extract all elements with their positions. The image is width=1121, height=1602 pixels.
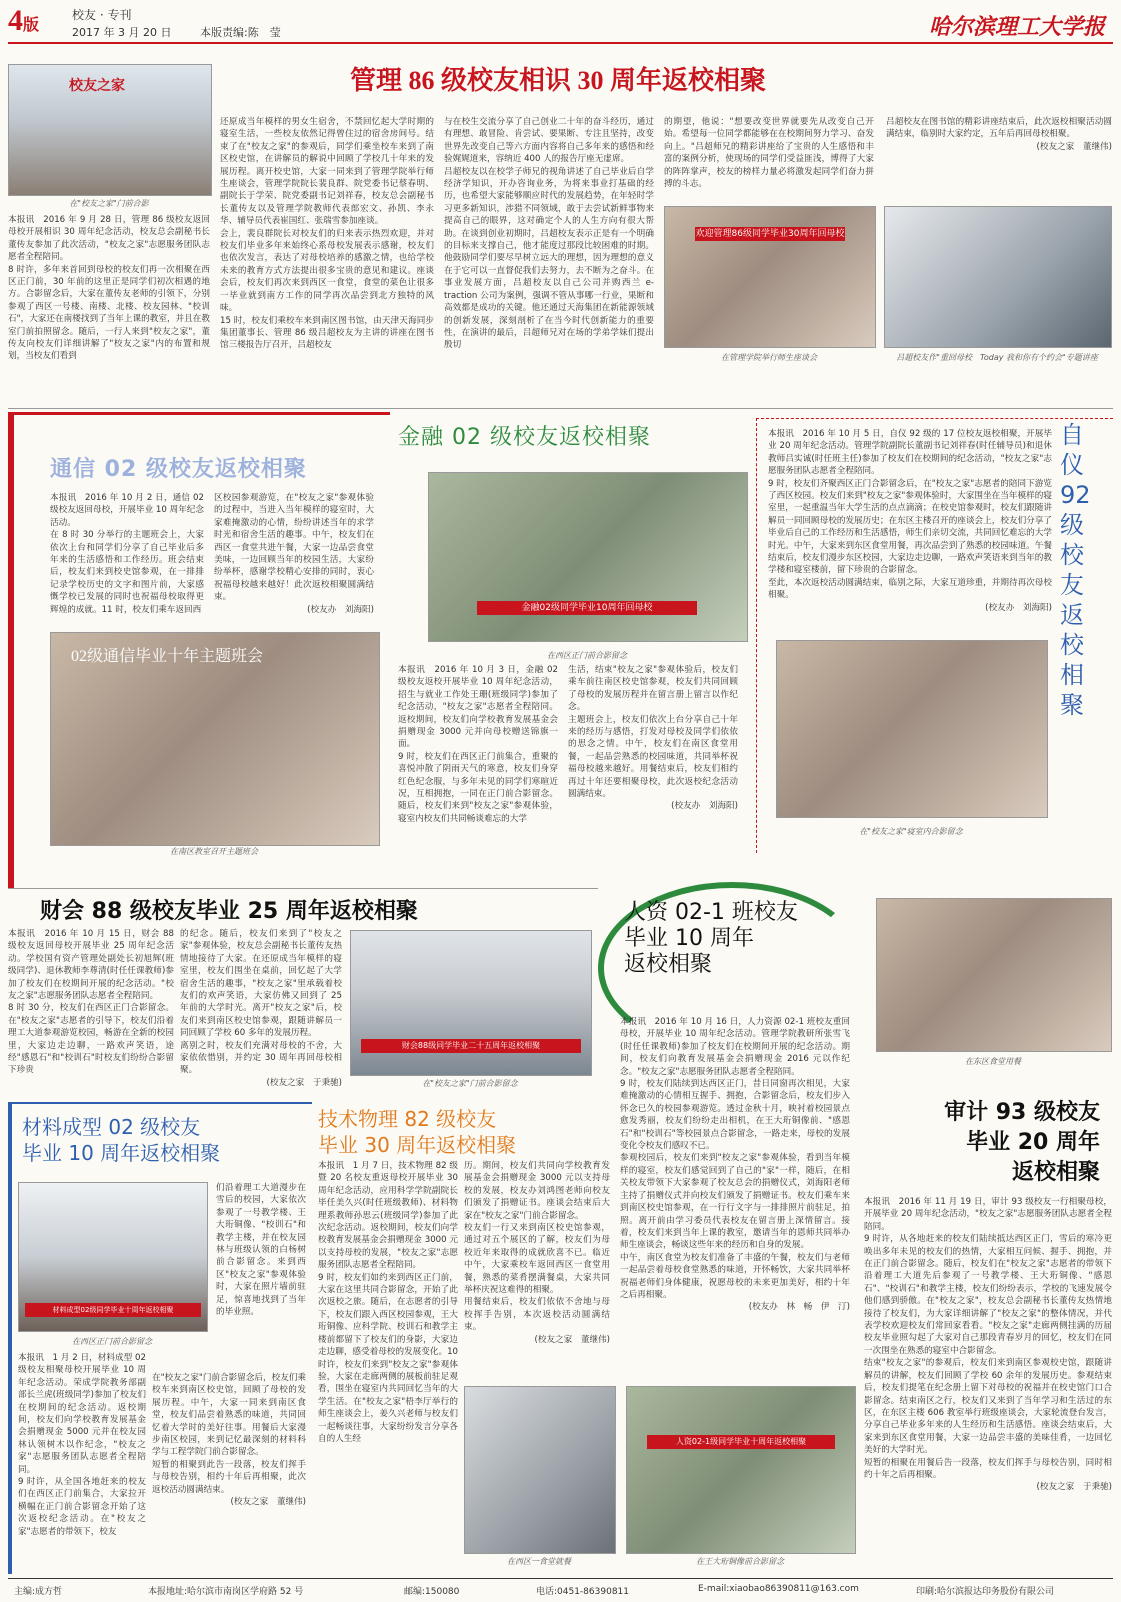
paragraph: 历。期间，校友们共同向学校教育发展基金会捐赠现金 3000 元以支持母校的发展，校友办刘鸿图老师向校友们颁发了捐赠证书。座谈会结束后大家在"校友之家"门前合影留念。 <box>464 1161 610 1221</box>
footer-rule <box>8 1578 1113 1579</box>
article-body <box>152 1372 306 1572</box>
masthead: 哈尔滨理工大学报 <box>928 14 1105 39</box>
page-editor: 本版责编:陈 莹 <box>200 26 281 39</box>
paragraph: 与在校生交流分享了自己创业二十年的奋斗经历，通过有理想、敢冒险、肯尝试、要果断、专注且坚持，改变世界先改变自己等六方面内容将自己多年来的感悟和经验娓娓道来，容纳近 400 人的报告厅座无虚席。 <box>444 117 654 165</box>
title-line: 毕业 10 周年返校相聚 <box>22 1141 221 1165</box>
article-body <box>768 428 1052 628</box>
article-title: 财会 88 级校友毕业 25 周年返校相聚 <box>40 899 418 924</box>
article-body <box>8 928 174 1092</box>
paragraph: 本报讯 2016 年 10 月 16 日，人力资源 02-1 班校友重回母校，开展毕业 10 周年纪念活动。管理学院教研所张雪飞(时任任课教师)参加了校友们在校期间开展的纪念活动。期间，校友们向教育发展基金会捐赠现金 2016 元以作纪念。"校友之家"志愿服务团队志愿者全程陪同。 <box>620 1017 850 1077</box>
paragraph: 校友们一行又来到南区校史馆参观，通过对五个展区的了解，校友们为母校近年来取得的成就欣喜不已。临近中午，大家乘校车返回西区一食堂用餐，熟悉的菜肴摆满餐桌，大家共同举杯庆祝这难得的相聚。 <box>464 1223 610 1296</box>
divider <box>8 888 598 889</box>
lecture-photo <box>884 206 1112 348</box>
byline: (校友之家 董继伟) <box>1036 141 1112 152</box>
article-body <box>444 116 654 396</box>
article-title: 金融 02 级校友返校相聚 <box>398 425 651 450</box>
paragraph: 的纪念。随后，校友们来到了"校友之家"参观体验，校友总会副秘书长董传友热情地接待了大家。在还原成当年模样的寝室里，校友们围坐在桌前，回忆起了大学宿舍生活的趣事，"校友之家"里承载着校友们的欢声笑语，大家仿佛又回到了 25 年前的大学时光。离开"校友之家"后，校友们来到南区校史馆参观，跟随讲解员一同回顾了学校 60 多年的发展历程。 <box>180 929 342 1039</box>
article-body <box>180 928 342 1092</box>
paragraph: 9 时，校友们在西区正门前集合，重聚的喜悦冲散了阴雨天气的寒意，校友们身穿红色纪念服，与多年未见的同学们寒暄近况，互相拥抱，一同在正门前合影留念。随后，校友们来到"校友之家"参观体验，寝室内校友们共同畅谈难忘的大学 <box>398 751 558 824</box>
postcode: 邮编:150080 <box>404 1587 460 1597</box>
photo-caption: 在东区食堂用餐 <box>965 1057 1021 1066</box>
title-line: 毕业 10 周年 <box>624 926 754 951</box>
building-sign: 校友之家 <box>69 78 125 94</box>
photo-caption: 在"校友之家"门前合影 <box>69 199 149 208</box>
paragraph: 8 时 30 分，校友们在西区正门合影留念。在"校友之家"志愿者的引导下，校友们沿着理工大道参观游览校园，畅游在全新的校园里，大家边走边聊，一路欢声笑语，途经"感恩石"和"校训石"时校友们纷纷合影留下珍贵 <box>8 1003 174 1076</box>
paragraph: 还原成当年模样的男女生宿舍，不禁回忆起大学时期的寝室生活，一些校友依然记得曾住过的宿舍房间号。结束了在"校友之家"的参观后，同学们乘坐校车来到了南区校史馆，在讲解员的解说中回顾了学校几十年来的发展历程。离开校史馆，大家一同来到了管理学院举行师生座谈会，管理学院院长裴良群、院党委书记蔡春明、副院长于学荣、院党委副书记刘祥春，校友总会副秘书长董传友以及管理学院教师代表郎宏文、孙凯、李永华、辅导员代表崔国红、张瑞雪参加座谈。 <box>220 117 434 227</box>
article-body: 们沿着理工大道漫步在雪后的校园，大家依次参观了一号教学楼、王大珩铜像、"校训石"和教学主楼，并在校友园林与班级认领的白杨树前合影留念。来到西区"校友之家"参观体验时，大家在照片墙前驻足，惊喜地找到了当年的毕业照。 <box>216 1183 306 1318</box>
seminar-photo <box>664 206 876 348</box>
title-line: 材料成型 02 级校友 <box>22 1115 201 1139</box>
paragraph: 吕超校友以在校学子师兄的视角讲述了自己毕业后自学经济学知识，开办咨询业务，为将来事业打基础的经历，也希望大家能够顺应时代的发展趋势，在年轻时学习更多新知识，涉猎不同领域，敢于去尝试新鲜事物来提高自己的眼界，这对确定个人的人生方向有很大帮助。在谈到创业初期时，吕超校友表示正是有一个明确的目标来支撑自己，他才能度过那段比较困难的时期。他鼓励同学们要尽早树立远大的理想，因为理想的意义在于它可以一直督促我们去努力，去不断为之奋斗。在事业发展方面，吕超校友以自己公司并购西兰 e-traction 公司为案例，强调不管从事哪一行业，果断和高效都是成功的关键。他还通过天海集团在新能源领域的创新发展，深刻剖析了在当今时代创新能力的重要性，在演讲的最后，吕超师兄对在场的学弟学妹们提出殷切 <box>444 166 654 351</box>
byline: (校友之家 于秉驰) <box>266 1077 342 1088</box>
article-body <box>50 492 204 622</box>
paragraph: 用餐结束后，校友们依依不舍地与母校挥手告别，本次返校活动圆满结束。 <box>464 1297 610 1333</box>
paragraph: 会上，裴良群院长对校友们的归来表示热烈欢迎，并对校友们毕业多年来始终心系母校发展表示感谢，校友们也依次发言，表达了对母校培养的感激之情，也给学校未来的教育方式方法提出很多宝贵的意见和建议。座谈会后，校友们再次来到西区一食堂，食堂的菜色让很多一毕业就到南方工作的同学再次品尝到北方独特的风味。 <box>220 228 434 314</box>
paragraph: 9 时许，从各地赶来的校友们陆续抵达西区正门，雪后的寒冷更唤出多年未见的校友们的热情，大家相互问候、握手、拥抱，并在正门前合影留念。随后，校友们在"校友之家"志愿者的带领下沿着理工大道先后参观了一号教学楼、王大珩铜像、"感恩石"、"校训石"和教学主楼，校友们纷纷表示，学校的飞速发展令他们感到骄傲。在"校友之家"，校友总会副秘书长董传友热情地接待了校友们，为大家详细讲解了"校友之家"的整体情况，并代表学校欢迎校友们常回家看看。"校友之家"走廊两侧挂满的历届校友毕业照勾起了大家对自己那段青春岁月的回忆，校友们在同一次围坐在熟悉的寝室中合影留念。 <box>864 1234 1112 1356</box>
byline: (校友之家 董继伟) <box>230 1497 306 1508</box>
paragraph: 吕超校友在图书馆的精彩讲座结束后，此次返校相聚活动圆满结束，临别时大家约定，五年后再回母校相聚。 <box>886 117 1112 140</box>
paragraph: 参观校园后，校友们来到"校友之家"参观体验，看到当年模样的寝室，校友们感觉回到了自己的"家"一样，随后，在相关校友带领下大家参观了校友总会的捐赠仪式，刘海阳老师主持了捐赠仪式并向校友们颁发了捐赠证书。校友们乘车来到南区校史馆参观，在一行行文字与一排排照片前驻足，拍照。离开前由学习委员代表校友在留言册上深情留言。接着，校友们来到当年上课的教室，邀请当年的恩师共同举办师生座谈会，畅谈这些年来的经历和自身的发展。 <box>620 1153 850 1251</box>
title-line: 人资 02-1 班校友 <box>624 900 798 925</box>
article-body <box>18 1352 146 1572</box>
dorm-photo <box>776 640 1048 818</box>
paragraph: 本报讯 2016 年 11 月 19 日，审计 93 级校友一行相聚母校，开展毕业 20 周年纪念活动，"校友之家"志愿服务团队志愿者全程陪同。 <box>864 1197 1112 1232</box>
email: E-mail:xiaobao86390811@163.com <box>698 1584 859 1594</box>
article-title <box>22 1114 220 1166</box>
paragraph: 本报讯 1 月 2 日，材料成型 02 级校友相聚母校开展毕业 10 周年纪念活动。荣成学院教务部副部长兰虎(班级同学)参加了校友们在校期间的纪念活动。返校期间，校友们向学校教育发展基金会捐赠现金 5000 元并在校友园林认领树木以作纪念，"校友之家"志愿服务团队志愿者全程陪同。 <box>18 1353 146 1475</box>
byline: (校友之家 董继伟) <box>534 1334 610 1345</box>
title-line: 毕业 20 周年 <box>966 1130 1100 1155</box>
article-title: 自仪 92 级校友返校相聚 <box>1060 421 1091 719</box>
photo-banner: 财会88级同学毕业二十五周年返校相聚 <box>361 1039 581 1053</box>
photo-caption: 吕超校友作"重回母校 Today 我和你有个约会"专题讲座 <box>896 353 1098 362</box>
article-title <box>318 1106 516 1158</box>
photo-banner: 金融02级同学毕业10周年回母校 <box>477 601 697 615</box>
byline: (校友办 刘海阳) <box>985 602 1052 613</box>
paragraph: 本报讯 2016 年 10 月 15 日，财会 88 级校友返回母校开展毕业 25 周年纪念活动。学校国有资产管理处副处长初旭辉(班级同学)、退休教师李尊清(时任任课教师)参加了校友们在校期间开展的纪念活动。"校友之家"志愿服务团队志愿者全程陪同。 <box>8 929 174 1002</box>
phone: 电话:0451-86390811 <box>536 1587 629 1597</box>
photo-caption: 在西区一食堂就餐 <box>507 1557 571 1566</box>
chief-editor: 主编:成方哲 <box>14 1587 63 1597</box>
byline: (校友办 刘海阳) <box>307 604 374 615</box>
paragraph: 区校园参观游览，在"校友之家"参观体验的过程中，当进入当年模样的寝室时，大家难掩激动的心情，纷纷讲述当年的求学时光和宿舍生活的趣事。中午，校友们在西区一食堂共进午餐，大家一边品尝食堂美味，一边回顾当年的校园生活，大家纷纷举杯，感谢学校精心安排的同时，衷心祝福母校越来越好！此次返校相聚圆满结束。 <box>214 493 374 603</box>
title-line: 技术物理 82 级校友 <box>318 1107 497 1131</box>
address: 本报地址:哈尔滨市南岗区学府路 52 号 <box>148 1587 304 1597</box>
article-title: 通信 02 级校友返校相聚 <box>50 457 307 482</box>
paragraph: 离别之时，校友们充满对母校的不舍，大家依依惜别，并约定 30 周年再回母校相聚。 <box>180 1040 342 1076</box>
alumni-house-photo <box>8 64 212 196</box>
paragraph: 本报讯 2016 年 10 月 3 日，金融 02 级校友返校开展毕业 10 周年纪念活动，招生与就业工作处王珊(班级同学)参加了纪念活动，"校友之家"志愿者全程陪同。返校期间，校友们向学校教育发展基金会捐赠现金 3000 元并向母校赠送锦旗一面。 <box>398 665 558 750</box>
paragraph: 8 时许，多年来首回到母校的校友们再一次相聚在西区正门前，30 年前的这里正是同学们初次相遇的地方。合影留念后，大家在董传友老师的引领下，分别参观了西区一号楼、南楼、北楼、校友园林、"校训石"，大家还在南楼找到了当年上课的教室，并且在教室门前拍照留念。随后，一行人来到"校友之家"，董传友向校友们详细讲解了"校友之家"内的布置和规划，当校友们看到 <box>8 264 210 362</box>
article-title <box>900 1098 1100 1188</box>
page-number: 4版 <box>8 4 40 37</box>
article-body <box>220 116 434 396</box>
paragraph: 9 时许，从全国各地赶来的校友们在西区正门前集合，大家拉开横幅在正门前合影留念开始了这次返校纪念活动。在"校友之家"志愿者的带领下，校友 <box>18 1477 146 1537</box>
article-title: 管理 86 级校友相识 30 周年返校相聚 <box>350 66 767 95</box>
byline: (校友之家 于秉驰) <box>1036 1482 1112 1493</box>
paragraph: 中午，南区食堂为校友们准备了丰盛的午餐，校友们与老师一起品尝着母校食堂熟悉的味道，开怀畅饮，大家共同举杯祝福老师们身体健康，祝愿母校的未来更加美好，相约十年之后再相聚。 <box>620 1252 850 1300</box>
paragraph: 在 8 时 30 分举行的主题班会上，大家依次上台和同学们分享了自己毕业后多年来的生活感悟和工作经历。班会结束后，校友们来到校史馆参观，在一排排记录学校历史的文字和图片前，大家感慨学校已发展的同时也祝福母校取得更辉煌的成就。11 时，校友们乘车返回西 <box>50 530 204 615</box>
article-body <box>568 664 738 864</box>
paragraph: 在"校友之家"门前合影留念后，校友们乘校车来到南区校史馆，回顾了母校的发展历程。中午，大家一同来到南区食堂，校友们品尝着熟悉的味道，共同回忆着大学时的美好往事。用餐后大家漫步南区校园，来到记忆最深刻的材料科学与工程学院门前合影留念。 <box>152 1373 306 1458</box>
article-body <box>886 116 1112 200</box>
canteen-photo <box>876 898 1112 1052</box>
title-line: 返校相聚 <box>624 952 713 977</box>
paragraph: 短暂的相聚到此告一段落，校友们挥手与母校告别，相约十年后再相聚，此次返校活动圆满结束。 <box>152 1459 306 1495</box>
west-gate-photo <box>428 472 748 642</box>
paragraph: 本报讯 1 月 7 日，技术物理 82 级暨 20 名校友重返母校开展毕业 30 周年纪念活动，应用科学学院副院长毕任美久兴(时任班级教师)、材料物理系教师孙思云(班级同学)参加了此次纪念活动。返校期间，校友们向学校教育发展基金会捐赠现金 3000 元以支持母校的发展，"校友之家"志愿服务团队志愿者全程陪同。 <box>318 1161 458 1271</box>
paragraph: 至此，本次返校活动圆满结束，临别之际，大家互道珍重，并期待再次母校相聚。 <box>768 577 1052 601</box>
group-photo <box>350 930 592 1076</box>
article-body <box>8 214 210 394</box>
photo-caption: 在南区教室召开主题班会 <box>170 847 258 856</box>
photo-banner: 人资02-1级同学毕业十周年返校相聚 <box>647 1435 835 1449</box>
photo-banner: 材料成型02级同学毕业十周年返校相聚 <box>25 1303 201 1317</box>
title-line: 毕业 30 周年返校相聚 <box>318 1133 517 1157</box>
paragraph: 9 时，校友们如约来到西区正门前，大家在这里共同合影留念，开始了此次返校之旅。随后，在志愿者的引导下，校友们跟入西区校园参观，王大珩铜像、应科学院、校训石和教学主楼前都留下了校友们的身影，大家边走边聊，感受着母校的发展变化。10 时许，校友们来到"校友之家"参观体验，大家在走廊两侧的展板前驻足观看，围坐在寝室内共同回忆当年的大学生活。在"校友之家"梧李厅举行的师生座谈会上，姜久兴老师与校友们一起畅谈往事，大家纷纷发言分享各自的人生经 <box>318 1272 458 1444</box>
paragraph: 主题班会上，校友们依次上台分享自己十年来的经历与感悟，打发对母校及同学们依依的思念之情。中午，校友们在南区食堂用餐，一起品尝熟悉的校园味道，共同举杯祝福母校越来越好。用餐结束后，校友们相约再过十年还要相聚母校，此次返校纪念活动圆满结束。 <box>568 714 738 800</box>
divider <box>8 408 1113 409</box>
class-meeting-photo <box>50 632 380 846</box>
printer: 印刷:哈尔滨报达印务股份有限公司 <box>916 1587 1055 1597</box>
byline: (校友办 林 畅 伊 汀) <box>748 1302 850 1313</box>
photo-caption: 在管理学院举行师生座谈会 <box>721 353 817 362</box>
photo-caption: 在"校友之家"寝室内合影留念 <box>859 827 963 836</box>
article-title <box>624 900 798 978</box>
snow-gate-photo <box>18 1182 208 1332</box>
article-body <box>864 1196 1112 1572</box>
paragraph: 15 时，校友们乘校车来到南区图书馆，由天津天海同步集团董事长、管理 86 级吕超校友为主讲的讲座在图书馆三楼报告厅召开，吕超校友 <box>220 315 434 351</box>
article-body: 的期望，他说："想要改变世界就要先从改变自己开始。希望每一位同学都能够在在校期间努力学习、奋发向上。"吕超师兄的精彩讲座给了宝贵的人生感悟和丰富的案例分析，使现场的同学们受益匪浅，博得了大家的阵阵掌声，校友的榜样力量必将激发起同学们奋力拼搏的斗志。 <box>664 117 874 190</box>
photo-banner: 欢迎管理86级同学毕业30周年回母校 <box>695 229 845 239</box>
paragraph: 短暂的相聚在用餐后告一段落，校友们挥手与母校告别，同时相约十年之后再相聚。 <box>864 1457 1112 1480</box>
page-header <box>0 0 1121 46</box>
paragraph: 9 时，校友们齐聚西区正门合影留念后，在"校友之家"志愿者的陪同下游览了西区校园。校友们来到"校友之家"参观体验时，大家围坐在当年模样的寝室里，一起重温当年大学生活的点点滴滴；在校史馆参观时，校友们跟随讲解员一同回顾母校的发展历史；在东区主楼召开的座谈会上，校友们分享了毕业后自己的工作经历和生活感悟，师生们亲切交流，共同回忆难忘的大学时光。中午，大家来到东区食堂用餐，再次品尝到了熟悉的校园味道。午餐结束后，校友们漫步东区校园，大家边走边聊，一路欢声笑语来到当年的教学楼和寝室楼前，留下珍贵的合影留念。 <box>768 478 1052 576</box>
title-line: 返校相聚 <box>1011 1160 1100 1185</box>
article-body <box>318 1160 458 1540</box>
paragraph: 本报讯 2016 年 9 月 28 日，管理 86 级校友返回母校开展相识 30 周年纪念活动，校友总会副秘书长董传友参加了此次活动，"校友之家"志愿服务团队志愿者全程陪同。 <box>8 215 210 263</box>
issue-date: 2017 年 3 月 20 日 <box>72 26 172 39</box>
paragraph: 结束"校友之家"的参观后，校友们来到南区参观校史馆，跟随讲解员的讲解，校友们回顾了学校 60 余年的发展历史。参观结束后，校友们提笔在纪念册上留下对母校的祝福并在校史馆门口合影留念。结束南区之行，校友们又来到了当年学习和生活过的东区，在东区主楼 606 教室举行班级座谈会，大家轮流登台发言，分享自己毕业多年来的人生经历和生活感悟。座谈会结束后，大家来到东区食堂用餐，大家一边品尝丰盛的美味佳肴，一边回忆美好的大学时光。 <box>864 1358 1112 1456</box>
article-body <box>620 1016 850 1366</box>
paragraph: 9 时，校友们陆续到达西区正门，昔日同窗再次相见，大家难掩激动的心情相互握手、拥抱，合影留念后，校友们步入怀念已久的校园参观游览。透过金秋十月，映衬着校园景点愈发秀丽，校友们纷纷走出相机，在王大珩铜像前、"感恩石"和"校训石"等校园景点合影留念，一路走来，母校的发展变化令校友们感叹不已。 <box>620 1079 850 1152</box>
statue-photo <box>626 1386 856 1554</box>
byline: (校友办 刘海阳) <box>671 801 738 812</box>
photo-caption: 在王大珩铜像前合影留念 <box>696 1557 784 1566</box>
article-body <box>464 1160 610 1380</box>
footer <box>8 1584 1113 1598</box>
section-label: 校友 · 专刊 <box>72 8 132 22</box>
paragraph: 生活，结束"校友之家"参观体验后，校友们乘车前往南区校史馆参观，校友们共同回顾了母校的发展历程并在留言册上留言以作纪念。 <box>568 665 738 713</box>
photo-caption: 在西区正门前合影留念 <box>72 1337 152 1346</box>
blackboard-text: 02级通信毕业十年主题班会 <box>71 648 264 665</box>
article-body <box>214 492 374 622</box>
paragraph: 本报讯 2016 年 10 月 2 日，通信 02 级校友返回母校，开展毕业 10 周年纪念活动。 <box>50 493 204 528</box>
header-rule <box>8 42 1113 44</box>
photo-caption: 在"校友之家"门前合影留念 <box>422 1079 518 1088</box>
canteen-dining-photo <box>464 1386 616 1554</box>
photo-caption: 在西区正门前合影留念 <box>547 651 627 660</box>
paragraph: 本报讯 2016 年 10 月 5 日，自仪 92 级的 17 位校友返校相聚，开展毕业 20 周年纪念活动。管理学院副院长董副书记刘祥春(时任辅导员)和退休教师吕实诚(时任班主任)参加了校友们在校期间的纪念活动，"校友之家"志愿服务团队志愿者全程陪同。 <box>768 429 1052 477</box>
title-line: 审计 93 级校友 <box>944 1100 1100 1125</box>
article-body <box>398 664 558 864</box>
